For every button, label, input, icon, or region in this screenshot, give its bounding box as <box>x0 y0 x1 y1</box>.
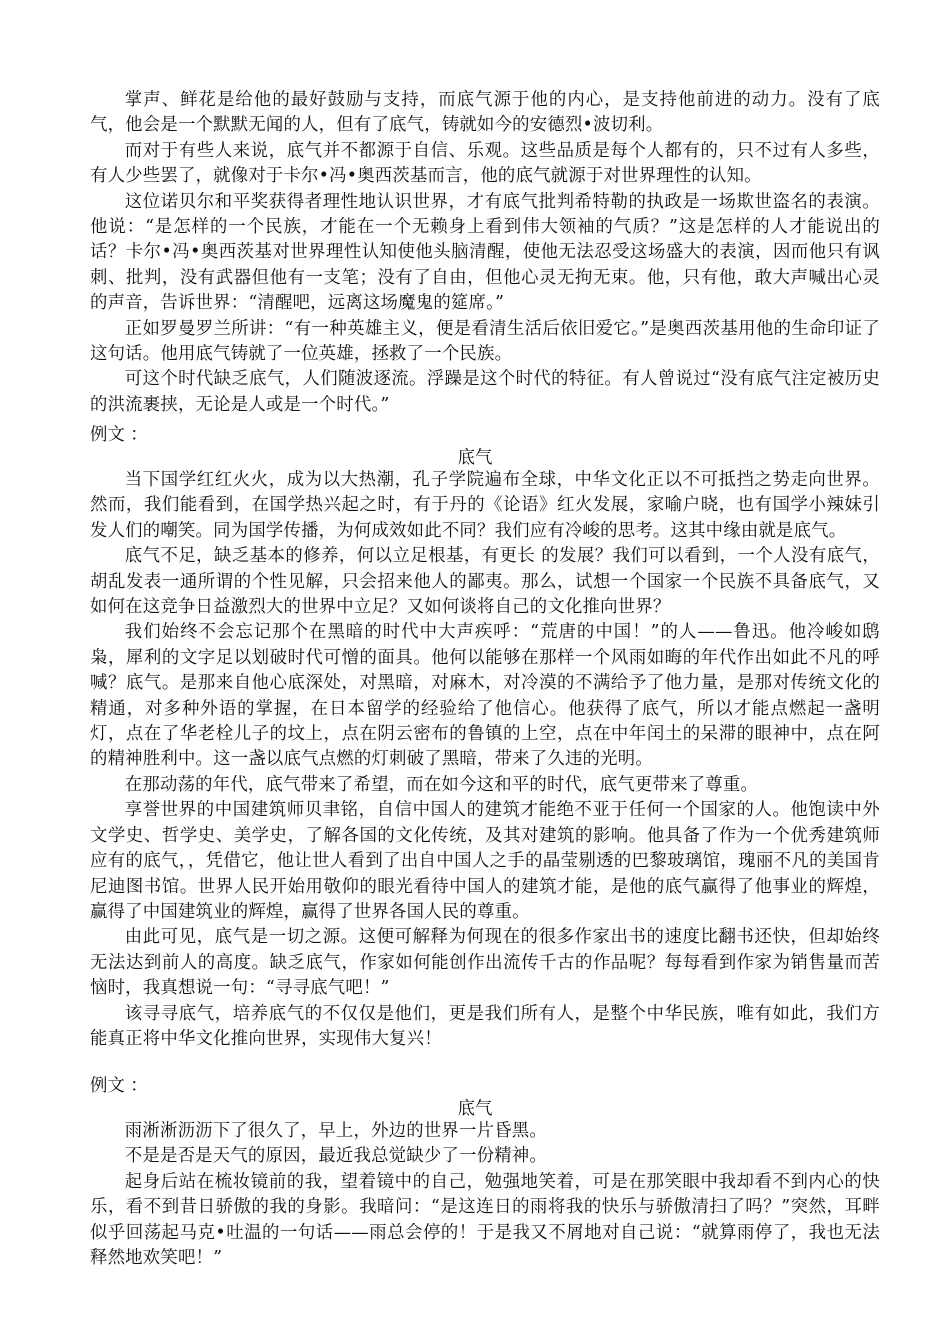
section1-body <box>90 88 880 418</box>
paragraph: 而对于有些人来说，底气并不都源于自信、乐观。这些品质是每个人都有的，只不过有人多些，有人少些罢了，就像对于卡尔•冯•奥西茨基而言，他的底气就源于对世界理性的认知。 <box>90 140 880 187</box>
paragraph: 该寻寻底气，培养底气的不仅仅是他们，更是我们所有人，是整个中华民族，唯有如此，我们方能真正将中华文化推向世界，实现伟大复兴！ <box>90 1003 880 1049</box>
paragraph: 这位诺贝尔和平奖获得者理性地认识世界，才有底气批判希特勒的执政是一场欺世盗名的表演。他说：“是怎样的一个民族，才能在一个无赖身上看到伟大领袖的气质？”这是怎样的人才能说出的话？卡尔•冯•奥西茨基对世界理性认知使他头脑清醒，使他无法忍受这场盛大的表演，因而他只有讽刺、批判，没有武器但他有一支笔；没有了自由，但他心灵无拘无束。他，只有他，敢大声喊出心灵的声音，告诉世界：“清醒吧，远离这场魔鬼的筵席。” <box>90 191 880 314</box>
paragraph: 由此可见，底气是一切之源。这便可解释为何现在的很多作家出书的速度比翻书还快，但却始终无法达到前人的高度。缺乏底气，作家如何能创作出流传千古的作品呢？每每看到作家为销售量而苦恼时，我真想说一句：“寻寻底气吧！” <box>90 927 880 999</box>
example-label: 例文 ： <box>90 425 148 445</box>
paragraph: 正如罗曼罗兰所讲：“有一种英雄主义，便是看清生活后依旧爱它。”是奥西茨基用他的生命印证了这句话。他用底气铸就了一位英雄，拯救了一个民族。 <box>90 318 880 365</box>
paragraph: 享誉世界的中国建筑师贝聿铭，自信中国人的建筑才能绝不亚于任何一个国家的人。他饱读中外文学史、哲学史、美学史，了解各国的文化传统，及其对建筑的影响。他具备了作为一个优秀建筑师应有的底气，，凭借它，他让世人看到了出自中国人之手的晶莹剔透的巴黎玻璃馆，瑰丽不凡的美国肯尼迪图书馆。世界人民开始用敬仰的眼光看待中国人的建筑才能，是他的底气赢得了他事业的辉煌，赢得了中国建筑业的辉煌，赢得了世界各国人民的尊重。 <box>90 800 880 922</box>
example-label: 例文 ： <box>90 1076 148 1096</box>
paragraph: 可这个时代缺乏底气，人们随波逐流。浮躁是这个时代的特征。有人曾说过“没有底气注定被历史的洪流裹挟，无论是人或是一个时代。” <box>90 369 880 415</box>
paragraph: 在那动荡的年代，底气带来了希望，而在如今这和平的时代，底气更带来了尊重。 <box>124 774 759 795</box>
paragraph: 掌声、鲜花是给他的最好鼓励与支持，而底气源于他的内心，是支持他前进的动力。没有了底气，他会是一个默默无闻的人，但有了底气，铸就如今的安德烈•波切利。 <box>90 90 880 136</box>
paragraph: 底气不足，缺乏基本的修养，何以立足根基，有更长 的发展？我们可以看到，一个人没有底气，胡乱发表一通所谓的个性见解，只会招来他人的鄙夷。那么，试想一个国家一个民族不具备底气，又如何在这竞争日益激烈大的世界中立足？又如何谈将自己的文化推向世界？ <box>90 546 880 618</box>
example-title: 底气 <box>457 1099 493 1119</box>
example-title: 底气 <box>457 448 493 468</box>
paragraph: 我们始终不会忘记那个在黑暗的时代中大声疾呼：“荒唐的中国！”的人——鲁迅。他冷峻如鸱枭，犀利的文字足以划破时代可憎的面具。他何以能够在那样一个风雨如晦的年代作出如此不凡的呼喊？底气。是那来自他心底深处，对黑暗，对麻木，对冷漠的不满给予了他力量，是那对传统文化的精通，对多种外语的掌握，在日本留学的经验给了他信心。他获得了底气，所以才能点燃起一盏明灯，点在了华老栓儿子的坟上，点在阴云密布的鲁镇的上空，点在中年闰土的呆滞的眼神中，点在阿 的精神胜利中。这一盏以底气点燃的灯刺破了黑暗，带来了久违的光明。 <box>90 622 898 770</box>
paragraph: 当下国学红红火火，成为以大热潮，孔子学院遍布全球，中华文化正以不可抵挡之势走向世界。然而，我们能看到，在国学热兴起之时，有于丹的《论语》红火发展，家喻户晓，也有国学小辣妹引发人们的嘲笑。同为国学传播，为何成效如此不同？我们应有冷峻的思考。这其中缘由就是底气。 <box>90 470 880 541</box>
example2-body <box>90 468 898 1052</box>
example3-body <box>90 1119 880 1271</box>
paragraph: 起身后站在梳妆镜前的我，望着镜中的自己，勉强地笑着，可是在那笑眼中我却看不到内心的快乐，看不到昔日骄傲的我的身影。我暗问：“是这连日的雨将我的快乐与骄傲清扫了吗？”突然，耳畔似乎回荡起马克•吐温的一句话——雨总会停的！于是我又不屑地对自己说：“就算雨停了，我也无法释然地欢笑吧！” <box>90 1171 880 1269</box>
paragraph: 不是是否是天气的原因，最近我总觉缺少了一份精神。 <box>124 1146 547 1167</box>
paragraph: 雨淅淅沥沥下了很久了，早上，外边的世界一片昏黑。 <box>124 1121 547 1141</box>
